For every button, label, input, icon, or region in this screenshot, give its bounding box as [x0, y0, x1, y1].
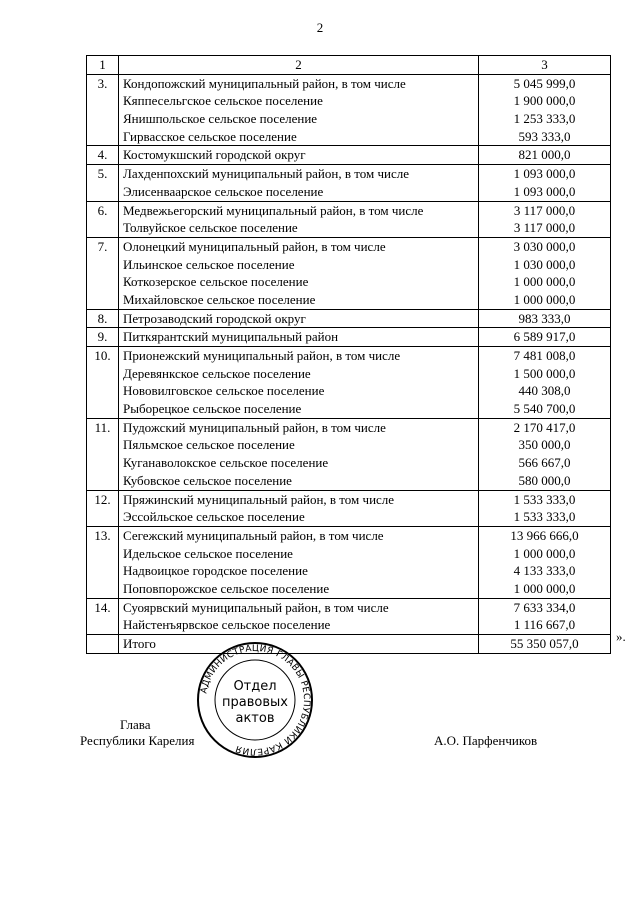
page-number: 2: [316, 20, 324, 35]
table-row: [87, 183, 611, 201]
table-row: [87, 273, 611, 291]
row-amount: 1 500 000,0: [479, 365, 611, 383]
row-amount: 2 170 417,0: [479, 418, 611, 436]
row-number: [87, 508, 119, 526]
table-row: [87, 219, 611, 237]
header-col-1: 1: [87, 56, 119, 75]
row-name: Итого: [119, 635, 479, 654]
table-row: [87, 562, 611, 580]
row-amount: 55 350 057,0: [479, 635, 611, 654]
row-name: Деревянкское сельское поселение: [119, 365, 479, 383]
row-name: Куганаволокское сельское поселение: [119, 454, 479, 472]
row-number: [87, 580, 119, 598]
row-name: Поповпорожское сельское поселение: [119, 580, 479, 598]
table-row: [87, 365, 611, 383]
row-amount: 7 481 008,0: [479, 347, 611, 365]
table-row: [87, 256, 611, 274]
table-row: [87, 472, 611, 490]
row-number: [87, 472, 119, 490]
row-number: 9.: [87, 328, 119, 347]
table-row: [87, 309, 611, 328]
row-number: 11.: [87, 418, 119, 436]
table-row: [87, 146, 611, 165]
row-number: [87, 92, 119, 110]
closing-quote-mark: ».: [616, 629, 626, 644]
row-name: Петрозаводский городской округ: [119, 309, 479, 328]
row-name: Кондопожский муниципальный район, в том числе: [119, 74, 479, 92]
row-amount: 7 633 334,0: [479, 598, 611, 616]
row-name: Лахденпохский муниципальный район, в том числе: [119, 165, 479, 183]
signature-title-line-1: Глава: [120, 717, 151, 732]
row-name: Сегежский муниципальный район, в том числе: [119, 526, 479, 544]
table-row: [87, 418, 611, 436]
row-amount: 1 116 667,0: [479, 616, 611, 634]
stamp-ring-text: АДМИНИСТРАЦИЯ ГЛАВЫ РЕСПУБЛИКИ КАРЕЛИЯ: [199, 643, 312, 757]
row-amount: 983 333,0: [479, 309, 611, 328]
row-amount: 3 117 000,0: [479, 219, 611, 237]
official-stamp: [195, 640, 315, 760]
row-amount: 3 030 000,0: [479, 237, 611, 255]
row-name: Михайловское сельское поселение: [119, 291, 479, 309]
table-row: [87, 74, 611, 92]
header-col-3: 3: [479, 56, 611, 75]
signature-title-line-2: Республики Карелия: [80, 733, 195, 748]
row-number: [87, 256, 119, 274]
table-row: [87, 382, 611, 400]
row-amount: 1 900 000,0: [479, 92, 611, 110]
row-amount: 1 093 000,0: [479, 183, 611, 201]
row-number: [87, 183, 119, 201]
row-amount: 1 000 000,0: [479, 273, 611, 291]
row-number: 3.: [87, 74, 119, 92]
stamp-center-line-1: Отдел: [233, 679, 277, 694]
table-row: [87, 635, 611, 654]
table-row: [87, 616, 611, 634]
row-amount: 580 000,0: [479, 472, 611, 490]
row-name: Костомукшский городской округ: [119, 146, 479, 165]
row-amount: 1 533 333,0: [479, 490, 611, 508]
row-amount: 593 333,0: [479, 128, 611, 146]
row-amount: 1 030 000,0: [479, 256, 611, 274]
row-name: Толвуйское сельское поселение: [119, 219, 479, 237]
row-number: 12.: [87, 490, 119, 508]
row-number: [87, 454, 119, 472]
row-number: [87, 219, 119, 237]
table-row: [87, 237, 611, 255]
row-number: [87, 400, 119, 418]
row-name: Надвоицкое городское поселение: [119, 562, 479, 580]
row-amount: 13 966 666,0: [479, 526, 611, 544]
row-name: Элисенваарское сельское поселение: [119, 183, 479, 201]
row-name: Кяппесельгское сельское поселение: [119, 92, 479, 110]
row-name: Идельское сельское поселение: [119, 545, 479, 563]
table-row: [87, 92, 611, 110]
row-name: Кубовское сельское поселение: [119, 472, 479, 490]
table-row: [87, 598, 611, 616]
row-amount: 1 093 000,0: [479, 165, 611, 183]
budget-table-body: [87, 56, 611, 654]
row-amount: 3 117 000,0: [479, 201, 611, 219]
row-name: Питкярантский муниципальный район: [119, 328, 479, 347]
table-row: [87, 291, 611, 309]
row-amount: 350 000,0: [479, 436, 611, 454]
row-name: Рыборецкое сельское поселение: [119, 400, 479, 418]
row-number: 7.: [87, 237, 119, 255]
row-amount: 1 253 333,0: [479, 110, 611, 128]
row-number: 6.: [87, 201, 119, 219]
row-amount: 1 000 000,0: [479, 291, 611, 309]
table-row: [87, 526, 611, 544]
row-number: [87, 291, 119, 309]
row-name: Нововилговское сельское поселение: [119, 382, 479, 400]
row-name: Коткозерское сельское поселение: [119, 273, 479, 291]
row-number: [87, 382, 119, 400]
row-number: [87, 436, 119, 454]
row-number: [87, 128, 119, 146]
row-amount: 821 000,0: [479, 146, 611, 165]
table-header-row: [87, 56, 611, 75]
row-name: Пряжинский муниципальный район, в том числе: [119, 490, 479, 508]
row-number: [87, 635, 119, 654]
row-number: [87, 365, 119, 383]
budget-table: [86, 55, 611, 654]
table-row: [87, 454, 611, 472]
row-name: Пяльмское сельское поселение: [119, 436, 479, 454]
table-row: [87, 165, 611, 183]
table-row: [87, 436, 611, 454]
row-number: 5.: [87, 165, 119, 183]
row-amount: 1 533 333,0: [479, 508, 611, 526]
header-col-2: 2: [119, 56, 479, 75]
table-row: [87, 201, 611, 219]
row-number: [87, 616, 119, 634]
row-number: 13.: [87, 526, 119, 544]
row-amount: 1 000 000,0: [479, 580, 611, 598]
row-amount: 4 133 333,0: [479, 562, 611, 580]
row-name: Суоярвский муниципальный район, в том числе: [119, 598, 479, 616]
row-number: [87, 273, 119, 291]
row-name: Ильинское сельское поселение: [119, 256, 479, 274]
row-name: Прионежский муниципальный район, в том числе: [119, 347, 479, 365]
row-name: Найстенъярвское сельское поселение: [119, 616, 479, 634]
table-row: [87, 110, 611, 128]
row-name: Эссойльское сельское поселение: [119, 508, 479, 526]
table-row: [87, 347, 611, 365]
row-name: Янишпольское сельское поселение: [119, 110, 479, 128]
row-number: [87, 562, 119, 580]
row-number: [87, 545, 119, 563]
table-row: [87, 328, 611, 347]
row-number: 10.: [87, 347, 119, 365]
row-name: Олонецкий муниципальный район, в том числе: [119, 237, 479, 255]
row-number: 4.: [87, 146, 119, 165]
row-amount: 5 540 700,0: [479, 400, 611, 418]
stamp-center-line-3: актов: [235, 711, 275, 726]
stamp-center-line-2: правовых: [222, 695, 288, 710]
table-row: [87, 128, 611, 146]
row-number: 8.: [87, 309, 119, 328]
row-number: [87, 110, 119, 128]
table-row: [87, 490, 611, 508]
signatory-name: А.О. Парфенчиков: [434, 733, 538, 748]
table-row: [87, 580, 611, 598]
table-row: [87, 508, 611, 526]
row-amount: 440 308,0: [479, 382, 611, 400]
table-row: [87, 545, 611, 563]
row-name: Гирвасское сельское поселение: [119, 128, 479, 146]
row-amount: 1 000 000,0: [479, 545, 611, 563]
row-amount: 566 667,0: [479, 454, 611, 472]
row-name: Пудожский муниципальный район, в том числе: [119, 418, 479, 436]
table-row: [87, 400, 611, 418]
row-amount: 5 045 999,0: [479, 74, 611, 92]
row-amount: 6 589 917,0: [479, 328, 611, 347]
row-name: Медвежьегорский муниципальный район, в том числе: [119, 201, 479, 219]
row-number: 14.: [87, 598, 119, 616]
